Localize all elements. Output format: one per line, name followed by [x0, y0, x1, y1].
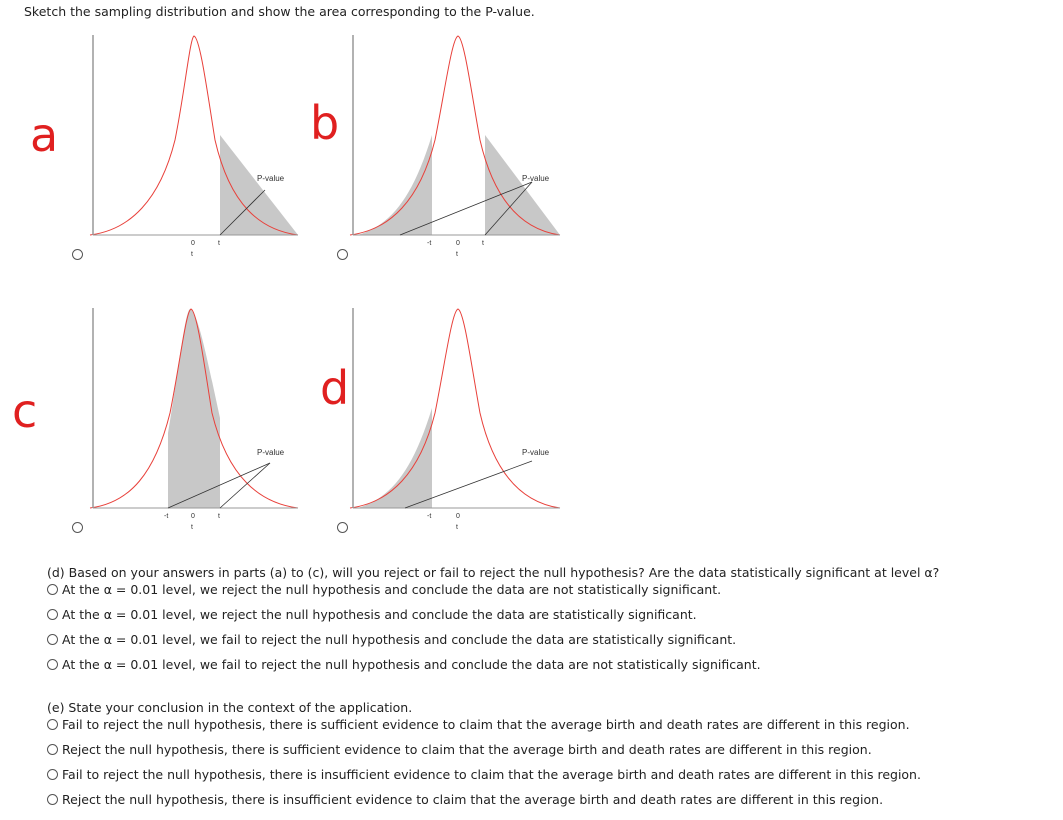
tick-t: t	[218, 240, 220, 247]
tick-zero: 0	[456, 513, 460, 520]
graph-label-d: d	[320, 361, 350, 415]
graph-d-radio[interactable]	[337, 522, 348, 533]
axis-variable-label: t	[191, 524, 193, 531]
part-d-option-4[interactable]	[47, 657, 761, 675]
tick-t: t	[482, 240, 484, 247]
option-label: Reject the null hypothesis, there is insufficient evidence to claim that the average birth and death rates are different in this region.	[62, 792, 884, 807]
pvalue-label: P-value	[522, 448, 550, 457]
tick-zero: 0	[191, 513, 195, 520]
option-label: At the α = 0.01 level, we reject the null hypothesis and conclude the data are not statistically significant.	[62, 582, 722, 597]
tick-neg-t: -t	[427, 513, 432, 520]
option-label: Reject the null hypothesis, there is sufficient evidence to claim that the average birth and death rates are different in this region.	[62, 742, 872, 757]
radio-icon[interactable]	[47, 769, 58, 780]
distribution-curve	[350, 309, 560, 508]
graph-label-b: b	[310, 96, 340, 150]
graph-c	[90, 303, 302, 533]
part-e-question: (e) State your conclusion in the context of the application.	[47, 700, 413, 715]
tick-zero: 0	[456, 240, 460, 247]
instructions-text: Sketch the sampling distribution and show the area corresponding to the P-value.	[24, 4, 535, 19]
graph-a-radio[interactable]	[72, 249, 83, 260]
tick-t: t	[218, 513, 220, 520]
tick-zero: 0	[191, 240, 195, 247]
option-label: Fail to reject the null hypothesis, there is sufficient evidence to claim that the average birth and death rates are different in this region.	[62, 717, 910, 732]
radio-icon[interactable]	[47, 744, 58, 755]
part-d-option-1[interactable]	[47, 582, 721, 600]
pvalue-area	[168, 309, 220, 508]
part-e-option-4[interactable]	[47, 792, 883, 810]
graph-label-a: a	[30, 108, 59, 162]
graph-b	[350, 30, 562, 260]
option-label: At the α = 0.01 level, we fail to reject the null hypothesis and conclude the data are not statistically significant.	[62, 657, 761, 672]
graph-b-radio[interactable]	[337, 249, 348, 260]
radio-icon[interactable]	[47, 794, 58, 805]
part-e-option-1[interactable]	[47, 717, 910, 735]
tick-neg-t: -t	[427, 240, 432, 247]
option-label: Fail to reject the null hypothesis, there is insufficient evidence to claim that the average birth and death rates are different in this region.	[62, 767, 921, 782]
radio-icon[interactable]	[47, 719, 58, 730]
radio-icon[interactable]	[47, 609, 58, 620]
tick-neg-t: -t	[164, 513, 169, 520]
pvalue-area-left	[358, 135, 432, 235]
part-d-question: (d) Based on your answers in parts (a) to (c), will you reject or fail to reject the null hypothesis? Are the data statistically significant at level α?	[47, 565, 940, 580]
pvalue-label: P-value	[257, 174, 285, 183]
part-d-option-2[interactable]	[47, 607, 697, 625]
radio-icon[interactable]	[47, 634, 58, 645]
pvalue-area	[358, 408, 432, 508]
part-d-option-3[interactable]	[47, 632, 736, 650]
radio-icon[interactable]	[47, 584, 58, 595]
radio-icon[interactable]	[47, 659, 58, 670]
option-label: At the α = 0.01 level, we fail to reject the null hypothesis and conclude the data are statistically significant.	[62, 632, 737, 647]
pvalue-label: P-value	[522, 174, 550, 183]
graph-label-c: c	[12, 384, 38, 438]
graph-d	[350, 303, 562, 533]
part-e-option-3[interactable]	[47, 767, 921, 785]
graph-c-radio[interactable]	[72, 522, 83, 533]
part-e-option-2[interactable]	[47, 742, 872, 760]
axis-variable-label: t	[191, 251, 193, 258]
axis-variable-label: t	[456, 524, 458, 531]
pvalue-label: P-value	[257, 448, 285, 457]
graph-a	[90, 30, 302, 260]
pvalue-area-right	[485, 135, 560, 235]
axis-variable-label: t	[456, 251, 458, 258]
option-label: At the α = 0.01 level, we reject the null hypothesis and conclude the data are statistically significant.	[62, 607, 697, 622]
